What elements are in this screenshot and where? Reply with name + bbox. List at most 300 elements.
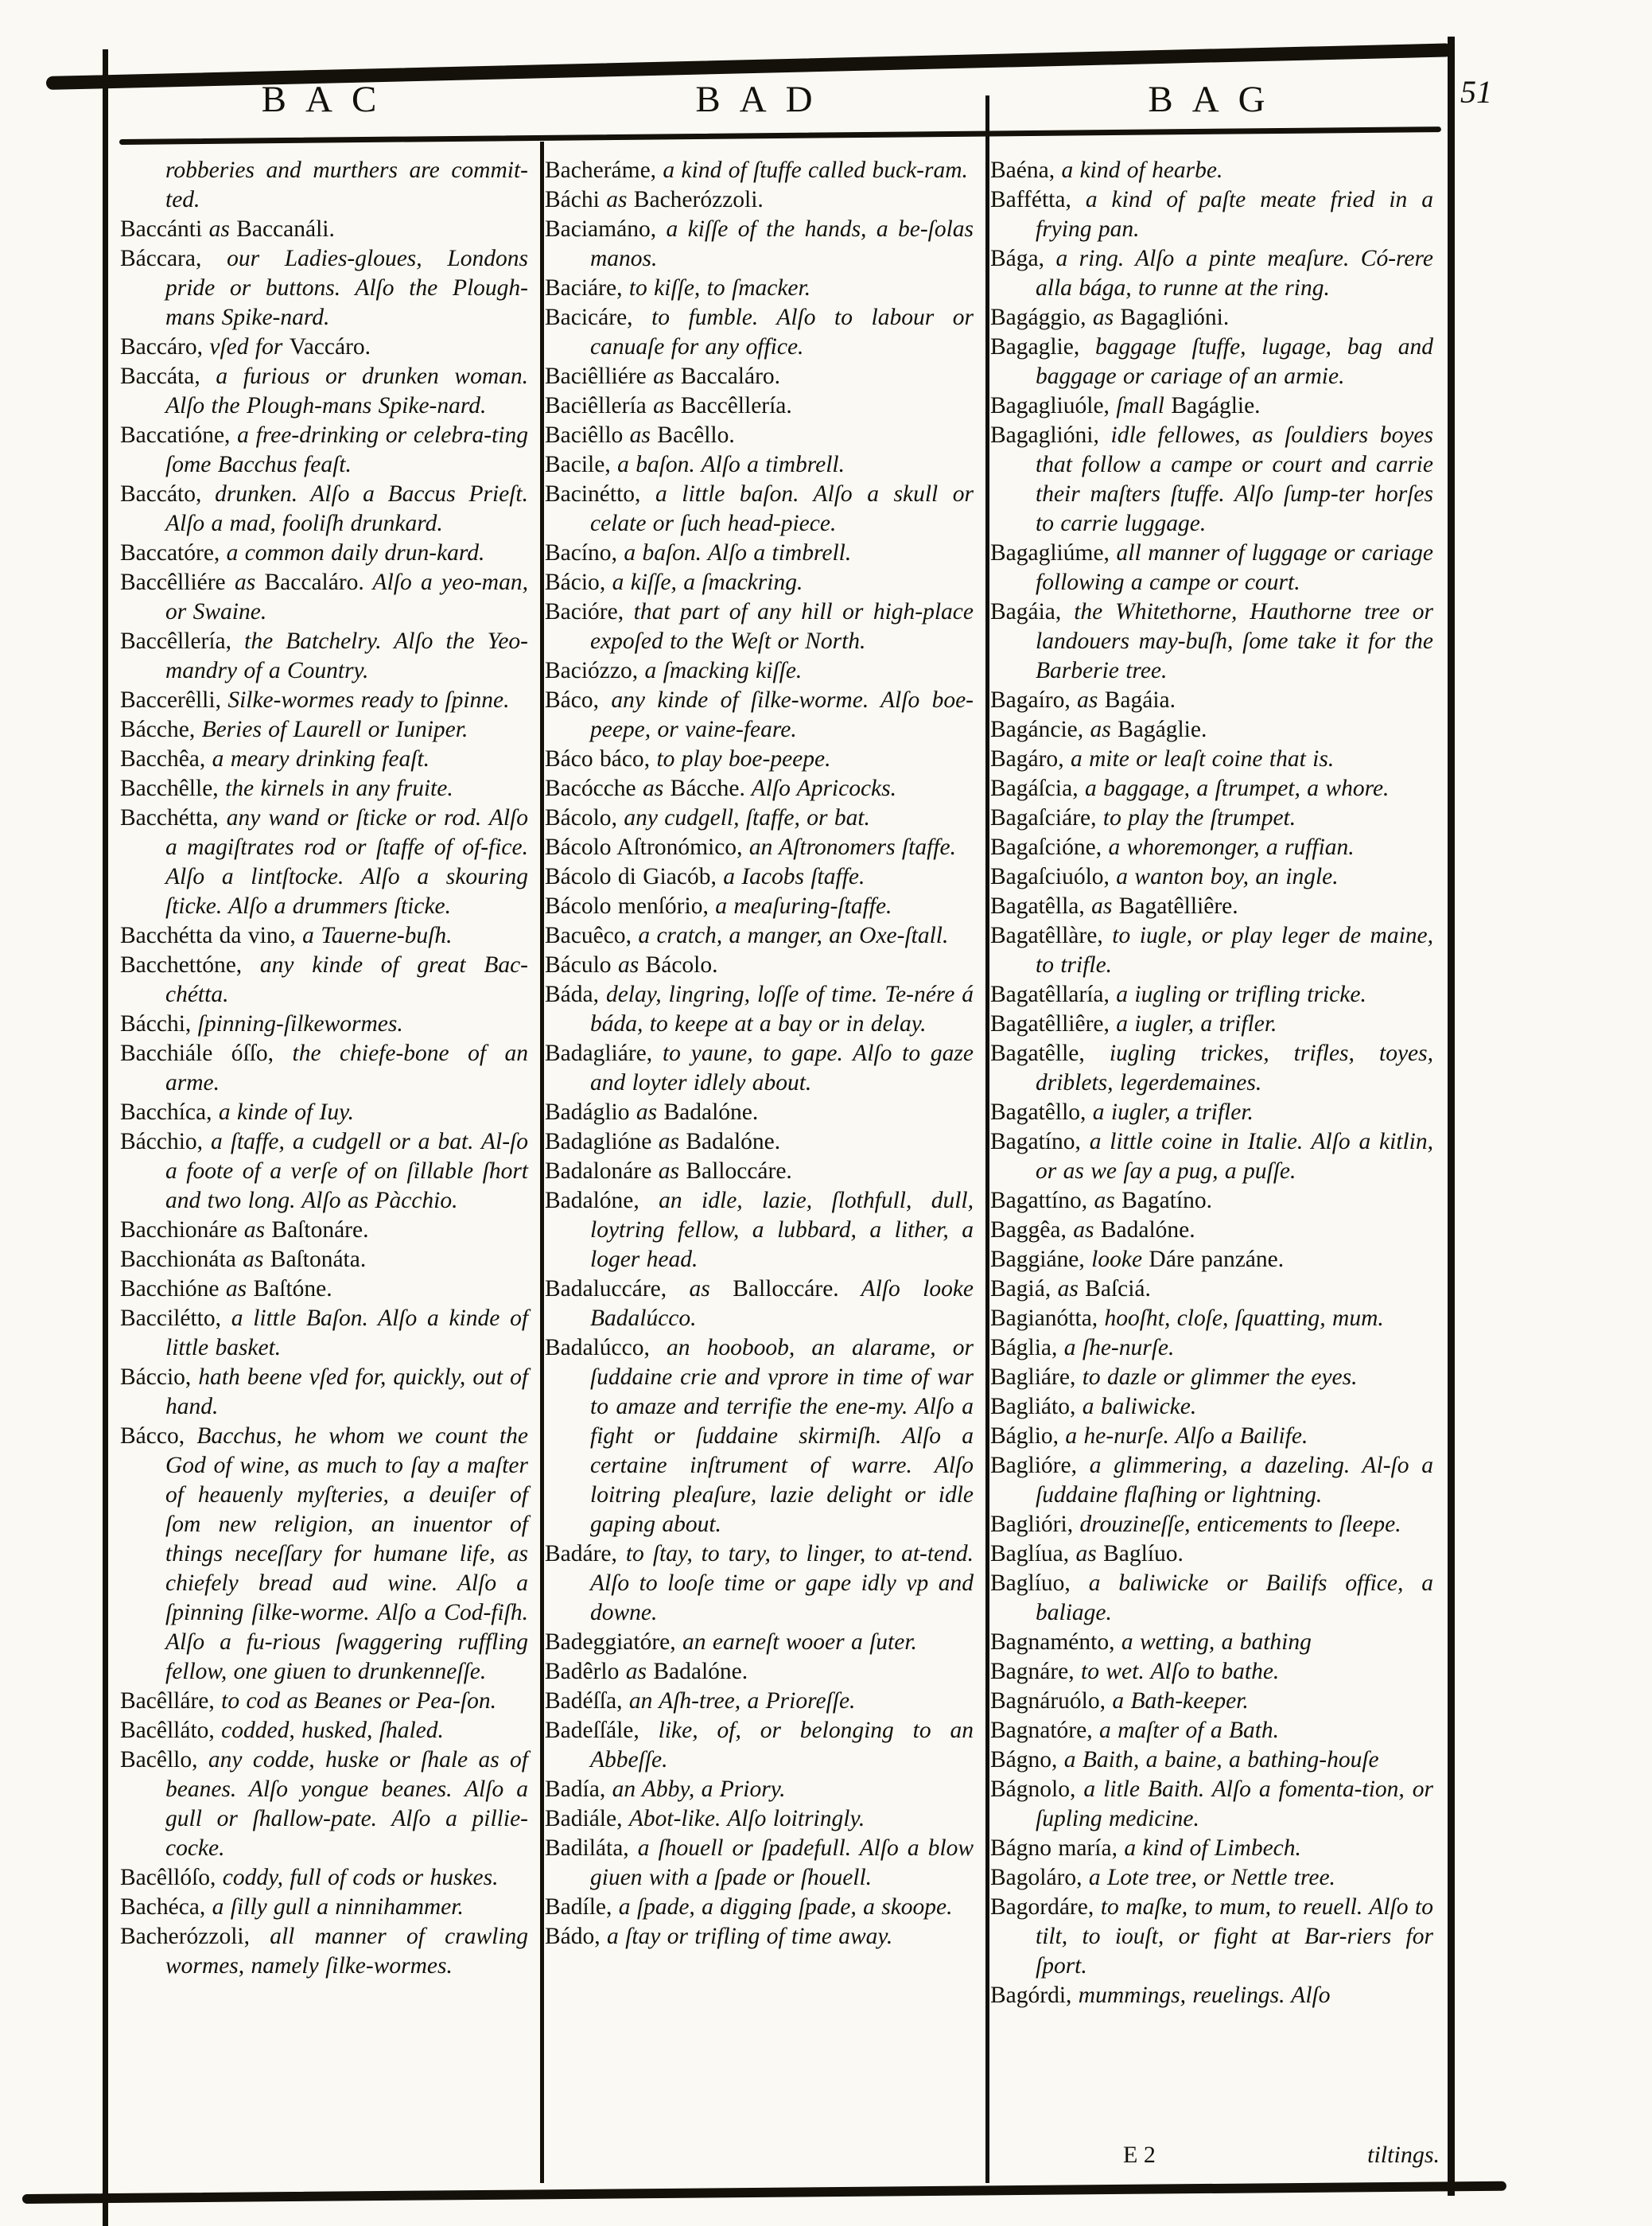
headword: Bacuêco	[545, 923, 626, 948]
definition-text: a Bath-keeper.	[1112, 1688, 1249, 1714]
headword: Bacchionáta	[120, 1247, 236, 1272]
dictionary-entry: Bacchêlle, the kirnels in any fruite.	[120, 776, 453, 801]
headword: Badéſſa	[545, 1688, 617, 1714]
dictionary-entry: Baglíua, as Baglíuo.	[990, 1541, 1184, 1566]
definition-text: a ſilly gull a ninnihammer.	[212, 1894, 464, 1920]
dictionary-entry: Bacíno, a baſon. Alſo a timbrell.	[545, 540, 852, 566]
headword: Bácco	[120, 1423, 179, 1449]
dictionary-entry: Baccáta, a furious or drunken woman. Alſo the Plough-mans Spike-nard.	[120, 364, 528, 418]
definition-text: any kinde of great Bac-chétta.	[165, 952, 529, 1007]
definition-text: a kind of hearbe.	[1061, 158, 1223, 183]
headword: Báccara	[120, 246, 196, 271]
bottom-rule	[22, 2181, 1506, 2204]
definition-text: an earneſt wooer a ſuter.	[682, 1629, 917, 1655]
dictionary-entry: Baglióre, a glimmering, a dazeling. Al-ſo a ſuddaine flaſhing or lightning.	[990, 1453, 1433, 1508]
definition-text: a kiſſe of the hands, a be-ſolas manos.	[590, 216, 974, 271]
reference-keyword: as	[1091, 893, 1119, 919]
headword: Badeggiatóre	[545, 1629, 671, 1655]
reference-keyword: as	[617, 952, 646, 978]
definition-text: a iugler, a trifler.	[1116, 1011, 1277, 1037]
headword: Baciêlliére	[545, 364, 647, 389]
dictionary-entry	[545, 1127, 974, 1157]
dictionary-entry: Bádo, a ſtay or trifling of time away.	[545, 1924, 893, 1949]
definition-text: a baſon. Alſo a timbrell.	[624, 540, 852, 566]
headword: Báchi	[545, 187, 600, 212]
dictionary-entry: Baccerêlli, Silke-wormes ready to ſpinne.	[120, 687, 510, 713]
definition-text: to fumble. Alſo to labour or canuaſe for any office.	[590, 305, 974, 360]
definition-text: that part of any hill or high-place expoſed to the Weſt or North.	[590, 599, 974, 654]
headword: Baccêllería	[120, 628, 226, 654]
left-border-rule	[103, 49, 108, 2226]
dictionary-entry: Bácolo di Giacób, a Iacobs ſtaffe.	[545, 864, 865, 889]
dictionary-entry: Báccio, hath beene vſed for, quickly, out of hand.	[120, 1364, 529, 1419]
definition-text: a he-nurſe. Alſo a Bailife.	[1065, 1423, 1308, 1449]
dictionary-entry	[545, 1157, 974, 1186]
dictionary-entry: Báccara, our Ladies-gloues, Londons pride or buttons. Alſo the Plough-mans Spike-nard.	[120, 246, 529, 330]
headword: Bagagliúme	[990, 540, 1104, 566]
dictionary-entry: Bacherózzoli, all manner of crawling wormes, namely ſilke-wormes.	[120, 1924, 529, 1979]
dictionary-entry: Bágnolo, a litle Baith. Alſo a fomenta-tion, or ſupling medicine.	[990, 1777, 1433, 1831]
headword: Badalonáre	[545, 1158, 652, 1184]
dictionary-entry	[120, 215, 528, 244]
dictionary-entry: Baccatióne, a free-drinking or celebra-ting ſome Bacchus feaſt.	[120, 422, 528, 477]
dictionary-entry: Báglia, a ſhe-nurſe.	[990, 1335, 1175, 1360]
dictionary-entry: Bagliáre, to dazle or glimmer the eyes.	[990, 1364, 1358, 1390]
headword: Bacchêa	[120, 746, 200, 772]
dictionary-entry: Bagiá, as Baſciá.	[990, 1276, 1151, 1302]
reference-keyword: as	[629, 422, 658, 448]
definition-text: a kinde of Iuy.	[218, 1099, 354, 1125]
running-head-section-bag: BAG	[1148, 79, 1285, 120]
reference-target: Badalóne.	[663, 1099, 759, 1125]
definition-text: to cod as Beanes or Pea-ſon.	[221, 1688, 496, 1714]
dictionary-entry: Badeggiatóre, an earneſt wooer a ſuter.	[545, 1629, 917, 1655]
definition-text: any wand or ſticke or rod. Alſo a magiſtrates rod or ſtaffe of of-fice. Alſo a lintſtocke. Alſo a skouring ſticke. Alſo a drummers ſticke.	[165, 805, 528, 919]
definition-text: an Aſtronomers ſtaffe.	[748, 835, 956, 860]
headword: Baggêa	[990, 1217, 1061, 1243]
definition-text: a wetting, a bathing	[1121, 1629, 1312, 1655]
definition-text: a furious or drunken woman. Alſo the Plough-mans Spike-nard.	[165, 364, 528, 418]
dictionary-entry: Bagoláro, a Lote tree, or Nettle tree.	[990, 1865, 1335, 1890]
dictionary-entry: Bagáſcia, a baggage, a ſtrumpet, a whore.	[990, 776, 1390, 801]
definition-text: a iugler, a trifler.	[1092, 1099, 1254, 1125]
headword: Bácolo di Giacób	[545, 864, 711, 889]
definition-text: a ſpade, a digging ſpade, a skoope.	[618, 1894, 953, 1920]
headword: Bagatêllaría	[990, 982, 1104, 1007]
dictionary-entry: Bagaſcióne, a whoremonger, a ruffian.	[990, 835, 1355, 860]
headword: Bacócche	[545, 776, 636, 801]
running-head-section-bad: BAD	[695, 79, 832, 120]
headword: Bacchettóne	[120, 952, 236, 978]
reference-keyword: as	[643, 776, 671, 801]
definition-text: a ring. Alſo a pinte meaſure. Có-rere alla bága, to runne at the ring.	[1036, 246, 1433, 301]
headword: Bagliáre	[990, 1364, 1070, 1390]
reference-target: Badalóne.	[686, 1129, 781, 1154]
dictionary-entry: Bagnatóre, a maſter of a Bath.	[990, 1718, 1280, 1743]
headword: Bagoláro	[990, 1865, 1077, 1890]
definition-text: a little coine in Italie. Alſo a kitlin, or as we ſay a pug, a puſſe.	[1036, 1129, 1434, 1184]
definition-text: to dazle or glimmer the eyes.	[1082, 1364, 1358, 1390]
definition-text: Alſo Apricocks.	[744, 776, 897, 801]
reference-target: Bagatíno.	[1121, 1188, 1212, 1213]
definition-text: an hooboob, an alarame, or ſuddaine crie and vprore in time of war to amaze and terrifie the ene-my. Alſo a fight or ſuddaine skirmiſh. Alſo a certaine inſtrument of warre. Alſo loitring pleaſure, lazie delight or idle gaping about.	[590, 1335, 974, 1537]
definition-text: drunken. Alſo a Baccus Prieſt. Alſo a mad, fooliſh drunkard.	[165, 481, 529, 536]
headword: Baciáre	[545, 275, 617, 301]
definition-text: all manner of luggage or cariage following a campe or court.	[1036, 540, 1433, 595]
definition-text: a little Baſon. Alſo a kinde of little basket.	[165, 1306, 529, 1360]
headword: Bacile	[545, 452, 605, 477]
headword: Bagaglióni	[990, 422, 1094, 448]
dictionary-entry: Bácchi, ſpinning-ſilkewormes.	[120, 1011, 403, 1037]
dictionary-entry: Bacchiále óſſo, the chiefe-bone of an arme.	[120, 1041, 529, 1095]
dictionary-entry	[120, 1245, 528, 1275]
dictionary-entry: Bácche, Beries of Laurell or Iuniper.	[120, 717, 468, 742]
reference-target: Badalóne.	[1100, 1217, 1195, 1243]
headword: Baglióre	[990, 1453, 1071, 1478]
reference-keyword: as	[1075, 1541, 1104, 1566]
definition-text: drouzineſſe, enticements to ſleepe.	[1079, 1512, 1401, 1537]
text-columns	[116, 156, 1446, 2010]
headword: Bácolo Aſtronómico	[545, 835, 737, 860]
definition-text: a Baith, a baine, a bathing-houſe	[1063, 1747, 1379, 1773]
dictionary-entry: Bacicáre, to fumble. Alſo to labour or canuaſe for any office.	[545, 305, 974, 360]
column-3	[986, 156, 1446, 2010]
reference-keyword: as	[1073, 1217, 1101, 1243]
headword: Bagaglie	[990, 334, 1074, 360]
dictionary-entry: Baccatóre, a common daily drun-kard.	[120, 540, 485, 566]
dictionary-entry: Badéſſa, an Aſh-tree, a Prioreſſe.	[545, 1688, 856, 1714]
dictionary-entry: Bagnáre, to wet. Alſo to bathe.	[990, 1659, 1280, 1684]
dictionary-entry: Bacióre, that part of any hill or high-place expoſed to the Weſt or North.	[545, 599, 974, 654]
dictionary-entry: Bagatêllàre, to iugle, or play leger de maine, to trifle.	[990, 923, 1433, 978]
dictionary-entry: Baglióri, drouzineſſe, enticements to ſleepe.	[990, 1512, 1401, 1537]
dictionary-entry: Bacile, a baſon. Alſo a timbrell.	[545, 452, 845, 477]
headword: Bagianótta	[990, 1306, 1092, 1331]
dictionary-entry	[545, 362, 974, 391]
dictionary-entry: Bagattíno, as Bagatíno.	[990, 1188, 1212, 1213]
dictionary-entry: Bagaglie, baggage ſtuffe, lugage, bag and baggage or cariage of an armie.	[990, 334, 1434, 389]
reference-keyword: as	[653, 393, 681, 418]
reference-keyword: as	[1094, 1188, 1122, 1213]
dictionary-entry	[545, 1098, 974, 1127]
dictionary-entry: Bagagliuóle, ſmall Bagáglie.	[990, 393, 1261, 418]
dictionary-entry: Bacêllo, any codde, huske or ſhale as of beanes. Alſo yongue beanes. Alſo a gull or ſhallow-pate. Alſo a pillie-cocke.	[120, 1747, 529, 1861]
reference-keyword: as	[1077, 687, 1105, 713]
definition-text: a Iacobs ſtaffe.	[723, 864, 865, 889]
entry-continuation	[120, 156, 528, 215]
dictionary-entry: Bacchettóne, any kinde of great Bac-chétta.	[120, 952, 529, 1007]
definition-text: a iugling or trifling tricke.	[1116, 982, 1366, 1007]
definition-text: a ſtay or trifling of time away.	[607, 1924, 893, 1949]
headword: Bagaíro	[990, 687, 1065, 713]
dictionary-entry: Bácolo menſório, a meaſuring-ſtaffe.	[545, 893, 892, 919]
headword: Baciêllo	[545, 422, 624, 448]
definition-text: a wanton boy, an ingle.	[1116, 864, 1339, 889]
definition-text: a meaſuring-ſtaffe.	[715, 893, 892, 919]
definition-text: any kinde of ſilke-worme. Alſo boe-peepe, or vaine-feare.	[590, 687, 974, 742]
headword: Baccáro	[120, 334, 197, 360]
headword: Badaglióne	[545, 1129, 652, 1154]
dictionary-entry: Bágno, a Baith, a baine, a bathing-houſe	[990, 1747, 1379, 1773]
dictionary-entry: Bagaſciáre, to play the ſtrumpet.	[990, 805, 1296, 831]
dictionary-entry: Bagatíno, a little coine in Italie. Alſo a kitlin, or as we ſay a pug, a puſſe.	[990, 1129, 1434, 1184]
definition-text: to wet. Alſo to bathe.	[1081, 1659, 1280, 1684]
dictionary-entry: Bachéca, a ſilly gull a ninnihammer.	[120, 1894, 464, 1920]
dictionary-entry: Baccilétto, a little Baſon. Alſo a kinde of little basket.	[120, 1306, 529, 1360]
dictionary-entry: Baglíuo, a baliwicke or Bailifs office, a baliage.	[990, 1570, 1433, 1625]
dictionary-entry: Baciózzo, a ſmacking kiſſe.	[545, 658, 803, 683]
definition-text: a Lote tree, or Nettle tree.	[1088, 1865, 1335, 1890]
reference-target: Bacêllo.	[657, 422, 735, 448]
definition-text: the Batchelry. Alſo the Yeo-mandry of a Country.	[165, 628, 528, 683]
reference-target: Bácche.	[670, 776, 745, 801]
dictionary-entry	[545, 421, 974, 450]
dictionary-entry: Bagatêlle, iugling trickes, trifles, toyes, driblets, legerdemaines.	[990, 1041, 1433, 1095]
definition-text: Bacchus, he whom we count the God of wine, as much to ſay a maſter of heauenly myſteries, a deuiſer of ſom new religion, an inuentor of things neceſſary for humane life, as chiefely bread aud wine. Alſo a ſpinning ſilke-worme. Alſo a Cod-fiſh. Alſo a fu-rious ſwaggering ruffling fellow, one giuen to drunkenneſſe.	[165, 1423, 528, 1684]
definition-text: like, of, or belonging to an Abbeſſe.	[590, 1718, 974, 1773]
reference-keyword: as	[636, 1099, 664, 1125]
headword: Baglíua	[990, 1541, 1063, 1566]
dictionary-entry: Bacchíca, a kinde of Iuy.	[120, 1099, 354, 1125]
definition-text: a kind of paſte meate fried in a frying pan.	[1036, 187, 1433, 242]
headword: Baccerêlli	[120, 687, 216, 713]
dictionary-entry: Bácchio, a ſtaffe, a cudgell or a bat. Al-ſo a foote of a verſe of on ſillable ſhort and two long. Alſo as Pàcchio.	[120, 1129, 528, 1213]
headword: Badêrlo	[545, 1659, 620, 1684]
headword: Bagnáre	[990, 1659, 1069, 1684]
headword: Baccáta	[120, 364, 195, 389]
headword: Bácchio	[120, 1129, 197, 1154]
reference-target: Bagaglióni.	[1120, 305, 1230, 330]
definition-text: a common daily drun-kard.	[226, 540, 485, 566]
definition-text: a Tauerne-buſh.	[302, 923, 453, 948]
dictionary-entry: Bagaíro, as Bagáia.	[990, 687, 1176, 713]
definition-text: a baſon. Alſo a timbrell.	[617, 452, 845, 477]
dictionary-entry: Bacuêco, a cratch, a manger, an Oxe-ſtall.	[545, 923, 949, 948]
definition-text: a whoremonger, a ruffian.	[1108, 835, 1355, 860]
dictionary-entry	[545, 774, 974, 804]
reference-keyword: as	[243, 1217, 272, 1243]
headword: Bagórdi	[990, 1983, 1067, 2008]
reference-keyword: as	[1090, 717, 1118, 742]
definition-text: an idle, lazie, ſlothfull, dull, loytring fellow, a lubbard, a lither, a loger head.	[590, 1188, 974, 1272]
reference-keyword: as	[658, 1129, 686, 1154]
headword: Bagáncie	[990, 717, 1078, 742]
dictionary-entry: Baccêllería, the Batchelry. Alſo the Yeo-mandry of a Country.	[120, 628, 528, 683]
definition-text: Alſo a yeo-man, or Swaine.	[165, 570, 528, 625]
headword: Bagnáruólo	[990, 1688, 1100, 1714]
definition-text: delay, lingring, loſſe of time. Te-nére á báda, to keepe at a bay or in delay.	[590, 982, 974, 1037]
dictionary-entry	[120, 1216, 528, 1245]
reference-target: Bácolo.	[645, 952, 718, 978]
column-2	[541, 156, 986, 1952]
headword: Badagliáre	[545, 1041, 647, 1066]
headword: Baccáto	[120, 481, 196, 507]
definition-text: all manner of crawling wormes, namely ſilke-wormes.	[165, 1924, 529, 1979]
dictionary-entry	[545, 391, 974, 421]
headword: Bacêlláto	[120, 1718, 209, 1743]
reference-keyword: as	[225, 1276, 254, 1302]
definition-text: the Whitethorne, Hauthorne tree or landouers may-buſh, ſome take it for the Barberie tree.	[1036, 599, 1433, 683]
dictionary-entry: Bága, a ring. Alſo a pinte meaſure. Có-rere alla bága, to runne at the ring.	[990, 246, 1433, 301]
dictionary-entry: Baggiáne, looke Dáre panzáne.	[990, 1247, 1285, 1272]
headword: Bagatêlliêre	[990, 1011, 1104, 1037]
headword: Baccêlliére	[120, 570, 226, 595]
reference-target: Bagáglie.	[1171, 393, 1261, 418]
definition-text: a mite or leaſt coine that is.	[1070, 746, 1335, 772]
dictionary-entry: Bagaglióni, idle fellowes, as ſouldiers boyes that follow a campe or court and carrie their maſters ſtuffe. Alſo ſump-ter horſes to carrie luggage.	[990, 422, 1433, 536]
headword: Bága	[990, 246, 1039, 271]
dictionary-entry	[545, 951, 974, 980]
definition-text: a kind of Limbech.	[1124, 1835, 1301, 1861]
reference-keyword: as	[243, 1247, 270, 1272]
headword: Bacíno	[545, 540, 612, 566]
reference-target: Baccêllería.	[680, 393, 792, 418]
headword: Bacêlláre	[120, 1688, 209, 1714]
reference-target: Balloccáre.	[686, 1158, 792, 1184]
dictionary-entry: Badiále, Abot-like. Alſo loitringly.	[545, 1806, 865, 1831]
headword: Báglia	[990, 1335, 1052, 1360]
dictionary-entry: Bacêlláre, to cod as Beanes or Pea-ſon.	[120, 1688, 496, 1714]
dictionary-entry: Báglio, a he-nurſe. Alſo a Bailife.	[990, 1423, 1308, 1449]
headword: Bagatíno	[990, 1129, 1075, 1154]
definition-text: a baliwicke or Bailifs office, a baliage.	[1036, 1570, 1433, 1625]
headword: Bágno	[990, 1747, 1052, 1773]
header-rule	[119, 126, 1441, 145]
definition-text: mummings, reuelings. Alſo	[1078, 1983, 1331, 2008]
headword: Baccilétto	[120, 1306, 216, 1331]
definition-text: a ſmacking kiſſe.	[644, 658, 803, 683]
headword: Bagnaménto	[990, 1629, 1110, 1655]
definition-text: a meary drinking feaſt.	[212, 746, 430, 772]
headword: Bácche	[120, 717, 189, 742]
headword: Bacchétta da vino	[120, 923, 290, 948]
reference-keyword: ſmall	[1116, 393, 1172, 418]
dictionary-entry: Bacêllóſo, coddy, full of cods or huskes.	[120, 1865, 499, 1890]
headword: Baggiáne	[990, 1247, 1079, 1272]
definition-text: our Ladies-gloues, Londons pride or buttons. Alſo the Plough-mans Spike-nard.	[165, 246, 529, 330]
dictionary-entry: Badeſſále, like, of, or belonging to an Abbeſſe.	[545, 1718, 974, 1773]
signature-mark: E 2	[1123, 2142, 1156, 2168]
page-number: 51	[1460, 74, 1492, 110]
headword: Badáglio	[545, 1099, 630, 1125]
headword: Baccánti	[120, 216, 203, 242]
headword: Bagáia	[990, 599, 1055, 625]
definition-text: a baggage, a ſtrumpet, a whore.	[1084, 776, 1390, 801]
dictionary-entry: Bagianótta, hooſht, cloſe, ſquatting, mum.	[990, 1306, 1384, 1331]
dictionary-entry: Badía, an Abby, a Priory.	[545, 1777, 786, 1802]
definition-text: the kirnels in any fruite.	[225, 776, 453, 801]
reference-keyword: as	[689, 1276, 733, 1302]
headword: Bagattíno	[990, 1188, 1082, 1213]
headword: Bagatêlle	[990, 1041, 1079, 1066]
headword: Báccio	[120, 1364, 185, 1390]
headword: Baciamáno	[545, 216, 651, 242]
dictionary-entry: Badalóne, an idle, lazie, ſlothfull, dull, loytring fellow, a lubbard, a lither, a loger head.	[545, 1188, 974, 1272]
definition-text: iugling trickes, trifles, toyes, driblets, legerdemaines.	[1036, 1041, 1433, 1095]
reference-keyword: as	[658, 1158, 686, 1184]
headword: Bacherózzoli	[120, 1924, 244, 1949]
headword: Badaluccáre	[545, 1276, 661, 1302]
dictionary-entry: Bagliáto, a baliwicke.	[990, 1394, 1197, 1419]
headword: Badalóne	[545, 1188, 634, 1213]
headword: Badalúcco	[545, 1335, 644, 1360]
headword: Bácolo	[545, 805, 612, 831]
headword: Bagáſcia	[990, 776, 1073, 801]
headword: Bacinétto	[545, 481, 636, 507]
headword: Baglíuo	[990, 1570, 1065, 1596]
headword: Bacchionáre	[120, 1217, 238, 1243]
definition-text: Silke-wormes ready to ſpinne.	[227, 687, 510, 713]
headword: Báda	[545, 982, 593, 1007]
definition-text: Abot-like. Alſo loitringly.	[628, 1806, 865, 1831]
reference-target: Bagáglie.	[1118, 717, 1207, 742]
reference-target: Baſtonáre.	[271, 1217, 369, 1243]
running-head-section-bac: BAC	[261, 79, 396, 120]
dictionary-entry: Badiláta, a ſhouell or ſpadefull. Alſo a blow giuen with a ſpade or ſhouell.	[545, 1835, 974, 1890]
dictionary-entry: Badáre, to ſtay, to tary, to linger, to at-tend. Alſo to looſe time or gape idly vp and downe.	[545, 1541, 974, 1625]
definition-text: an Abby, a Priory.	[612, 1777, 786, 1802]
dictionary-entry: Baciamáno, a kiſſe of the hands, a be-ſolas manos.	[545, 216, 974, 271]
definition-text: an Aſh-tree, a Prioreſſe.	[628, 1688, 856, 1714]
headword: Bágnolo	[990, 1777, 1070, 1802]
headword: Baciózzo	[545, 658, 632, 683]
reference-keyword: vſed for	[209, 334, 290, 360]
definition-text: coddy, full of cods or huskes.	[222, 1865, 499, 1890]
dictionary-entry: Bagatêlliêre, a iugler, a trifler.	[990, 1011, 1277, 1037]
dictionary-entry: Baggêa, as Badalóne.	[990, 1217, 1195, 1243]
headword: Bagordáre	[990, 1894, 1088, 1920]
headword: Bacchiále óſſo	[120, 1041, 268, 1066]
definition-text: Alſo looke Badalúcco.	[590, 1276, 974, 1331]
headword: Báculo	[545, 952, 612, 978]
headword: Báco	[545, 687, 593, 713]
dictionary-entry: Bagnáruólo, a Bath-keeper.	[990, 1688, 1249, 1714]
dictionary-entry: Bácio, a kiſſe, a ſmackring.	[545, 570, 803, 595]
definition-text: to ſtay, to tary, to linger, to at-tend. Alſo to looſe time or gape idly vp and downe.	[590, 1541, 974, 1625]
headword: Bacchióne	[120, 1276, 220, 1302]
headword: Baccatióne	[120, 422, 225, 448]
headword: Badeſſále	[545, 1718, 634, 1743]
reference-keyword: as	[653, 364, 681, 389]
definition-text: a kind of ſtuffe called buck-ram.	[663, 158, 968, 183]
dictionary-entry: Baccáto, drunken. Alſo a Baccus Prieſt. Alſo a mad, fooliſh drunkard.	[120, 481, 529, 536]
reference-target: Balloccáre.	[733, 1276, 839, 1302]
headword: Badáre	[545, 1541, 612, 1566]
definition-text: a little baſon. Alſo a skull or celate or ſuch head-piece.	[590, 481, 974, 536]
dictionary-entry	[120, 568, 528, 627]
dictionary-entry: Baffétta, a kind of paſte meate fried in a frying pan.	[990, 187, 1433, 242]
dictionary-entry: Baccáro, vſed for Vaccáro.	[120, 334, 371, 360]
dictionary-entry: Bácco, Bacchus, he whom we count the God of wine, as much to ſay a maſter of heauenly myſteries, a deuiſer of ſom new religion, an inuentor of things neceſſary for humane life, as chiefely bread aud wine. Alſo a ſpinning ſilke-worme. Alſo a Cod-fiſh. Alſo a fu-rious ſwaggering ruffling fellow, one giuen to drunkenneſſe.	[120, 1423, 528, 1684]
dictionary-entry: Bagagliúme, all manner of luggage or cariage following a campe or court.	[990, 540, 1433, 595]
headword: Bácchi	[120, 1011, 185, 1037]
dictionary-entry: Bácolo Aſtronómico, an Aſtronomers ſtaffe.	[545, 835, 956, 860]
headword: Badiále	[545, 1806, 617, 1831]
reference-target: Baglíuo.	[1103, 1541, 1184, 1566]
definition-text: hooſht, cloſe, ſquatting, mum.	[1104, 1306, 1384, 1331]
headword: Bagliáto	[990, 1394, 1070, 1419]
headword: Báglio	[990, 1423, 1053, 1449]
headword: Bagatêlla	[990, 893, 1079, 919]
reference-target: Baſtonáta.	[270, 1247, 367, 1272]
dictionary-entry: Bacheráme, a kind of ſtuffe called buck-ram.	[545, 158, 968, 183]
dictionary-entry: Badagliáre, to yaune, to gape. Alſo to gaze and loyter idlely about.	[545, 1041, 974, 1095]
headword: Bágno maría	[990, 1835, 1112, 1861]
definition-text: a kiſſe, a ſmackring.	[612, 570, 803, 595]
reference-target: Bacherózzoli.	[633, 187, 764, 212]
definition-text: Beries of Laurell or Iuniper.	[201, 717, 468, 742]
reference-keyword: as	[1092, 305, 1121, 330]
